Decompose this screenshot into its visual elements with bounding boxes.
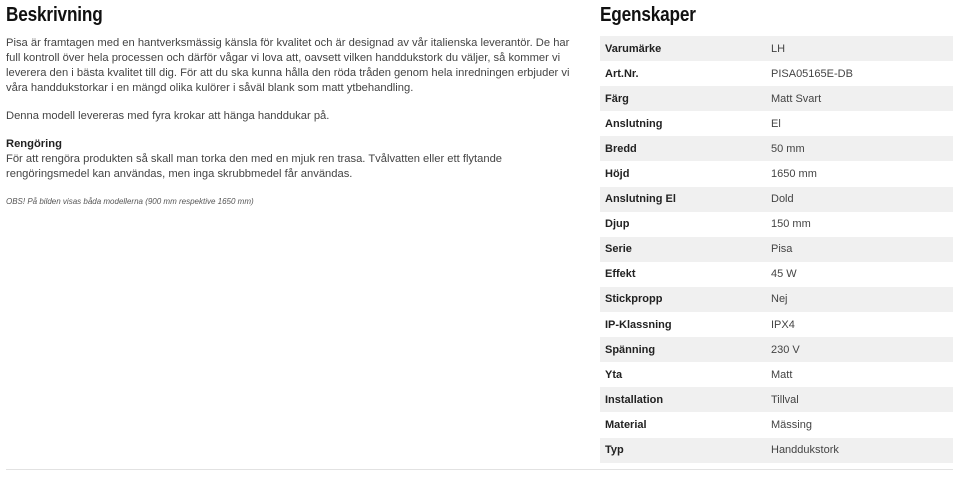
property-value: Matt <box>771 368 793 381</box>
description-body <box>6 36 576 207</box>
property-row <box>600 86 953 111</box>
property-key: Serie <box>600 237 771 262</box>
property-key: Installation <box>600 387 771 412</box>
property-value: 1650 mm <box>771 168 817 181</box>
property-key: Material <box>605 418 647 431</box>
property-key: IP-Klassning <box>605 318 672 331</box>
property-row <box>600 161 953 186</box>
description-paragraph-1: Pisa är framtagen med en hantverksmässig känsla för kvalitet och är designad av vår italienska leverantör. De har full kontroll över hela processen och därför vågar vi lova att, oavsett vilken handdukstork du väljer, så kommer vi leverera den i bästa kvalitet till dig. För att du ska kunna hålla den röda tråden genom hela inredningen erbjuder vi våra handdukstorkar i en mängd olika kulörer i såväl blank som matt ytbehandling. <box>6 37 570 94</box>
property-row <box>600 287 953 312</box>
property-row <box>600 36 953 61</box>
property-row <box>600 387 953 412</box>
property-row <box>600 412 953 437</box>
property-value: 50 mm <box>771 136 953 161</box>
property-key: Art.Nr. <box>605 67 639 80</box>
property-key: Yta <box>605 368 623 381</box>
image-note: OBS! På bilden visas båda modellerna (900 mm respektive 1650 mm) <box>6 197 254 206</box>
property-row <box>600 187 953 212</box>
property-value: Handdukstork <box>771 438 953 463</box>
property-key: Typ <box>600 438 771 463</box>
properties-heading: Egenskaper <box>600 4 696 26</box>
property-value: Dold <box>771 187 953 212</box>
property-key: Anslutning El <box>600 187 771 212</box>
property-value: 150 mm <box>771 218 811 231</box>
description-heading: Beskrivning <box>6 4 103 26</box>
property-row <box>600 337 953 362</box>
property-row <box>600 312 953 337</box>
property-row <box>600 362 953 387</box>
property-value: Nej <box>771 287 953 312</box>
property-key: Anslutning <box>605 117 663 130</box>
property-value: Tillval <box>771 387 953 412</box>
property-value: Pisa <box>771 237 953 262</box>
property-row <box>600 237 953 262</box>
property-value: Matt Svart <box>771 86 953 111</box>
property-row <box>600 438 953 463</box>
section-divider <box>6 469 953 470</box>
property-row <box>600 111 953 136</box>
property-value: El <box>771 117 781 130</box>
property-value: 45 W <box>771 268 797 281</box>
property-row <box>600 212 953 237</box>
description-paragraph-2: Denna modell levereras med fyra krokar att hänga handdukar på. <box>6 110 330 122</box>
property-value: 230 V <box>771 337 953 362</box>
property-key: Stickpropp <box>600 287 771 312</box>
cleaning-text: För att rengöra produkten så skall man torka den med en mjuk ren trasa. Tvålvatten eller ett flytande rengöringsmedel kan användas, men inga skrubbmedel får användas. <box>6 153 503 180</box>
property-key: Färg <box>600 86 771 111</box>
property-value: IPX4 <box>771 318 795 331</box>
properties-table <box>600 36 953 463</box>
property-value: PISA05165E-DB <box>771 67 853 80</box>
property-value: LH <box>771 36 953 61</box>
property-key: Höjd <box>605 168 630 181</box>
property-value: Mässing <box>771 418 812 431</box>
property-key: Effekt <box>605 268 636 281</box>
cleaning-heading: Rengöring <box>6 138 62 150</box>
property-row <box>600 136 953 161</box>
property-key: Spänning <box>600 337 771 362</box>
property-key: Varumärke <box>600 36 771 61</box>
property-key: Djup <box>605 218 630 231</box>
property-row <box>600 262 953 287</box>
property-key: Bredd <box>600 136 771 161</box>
property-row <box>600 61 953 86</box>
